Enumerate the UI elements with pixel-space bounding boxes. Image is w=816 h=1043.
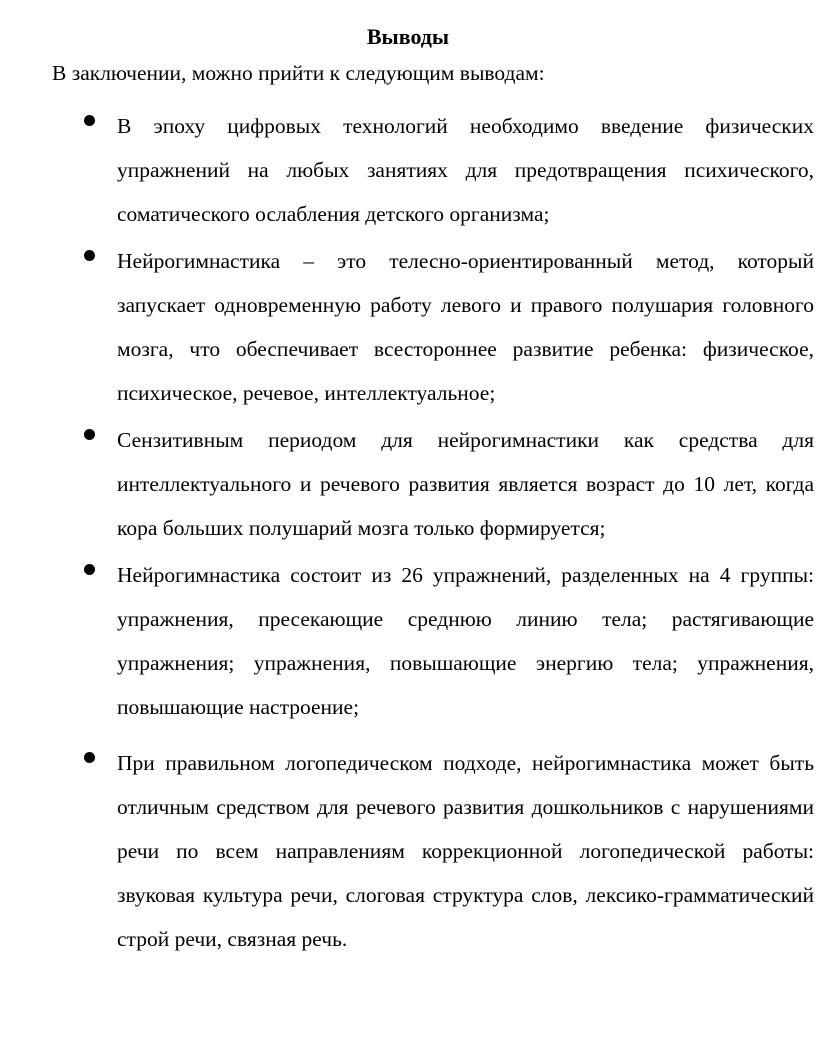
list-item bbox=[0, 741, 816, 961]
bullet-icon bbox=[84, 564, 95, 575]
page-title: Выводы bbox=[366, 24, 450, 49]
list-item bbox=[0, 239, 816, 415]
list-item-text: В эпоху цифровых технологий необходимо введение физических упражнений на любых занятиях для предотвращения психического, соматического ослабления детского организма; bbox=[117, 114, 814, 226]
list-item-text: Сензитивным периодом для нейрогимнастики как средства для интеллектуального и речевого развития является возраст до 10 лет, когда кора больших полушарий мозга только формируется; bbox=[117, 428, 814, 540]
list-item bbox=[0, 104, 816, 236]
bullet-icon bbox=[84, 115, 95, 126]
bullet-icon bbox=[84, 752, 95, 763]
bullet-icon bbox=[84, 429, 95, 440]
intro-paragraph: В заключении, можно прийти к следующим выводам: bbox=[52, 61, 545, 85]
list-item bbox=[0, 418, 816, 550]
list-item-text: При правильном логопедическом подходе, нейрогимнастика может быть отличным средством для речевого развития дошкольников с нарушениями речи по всем направлениям коррекционной логопедической работы: звуковая культура речи, слоговая структура слов, лексико-грамматический строй речи, связная речь. bbox=[117, 751, 814, 951]
list-item bbox=[0, 553, 816, 729]
conclusions-list bbox=[0, 104, 816, 961]
list-item-text: Нейрогимнастика – это телесно-ориентированный метод, который запускает одновременную работу левого и правого полушария головного мозга, что обеспечивает всестороннее развитие ребенка: физическое, психическое, речевое, интеллектуальное; bbox=[117, 249, 814, 405]
bullet-icon bbox=[84, 250, 95, 261]
list-item-text: Нейрогимнастика состоит из 26 упражнений, разделенных на 4 группы: упражнения, пресекающие среднюю линию тела; растягивающие упражнения; упражнения, повышающие энергию тела; упражнения, повышающие настроение; bbox=[117, 563, 814, 719]
